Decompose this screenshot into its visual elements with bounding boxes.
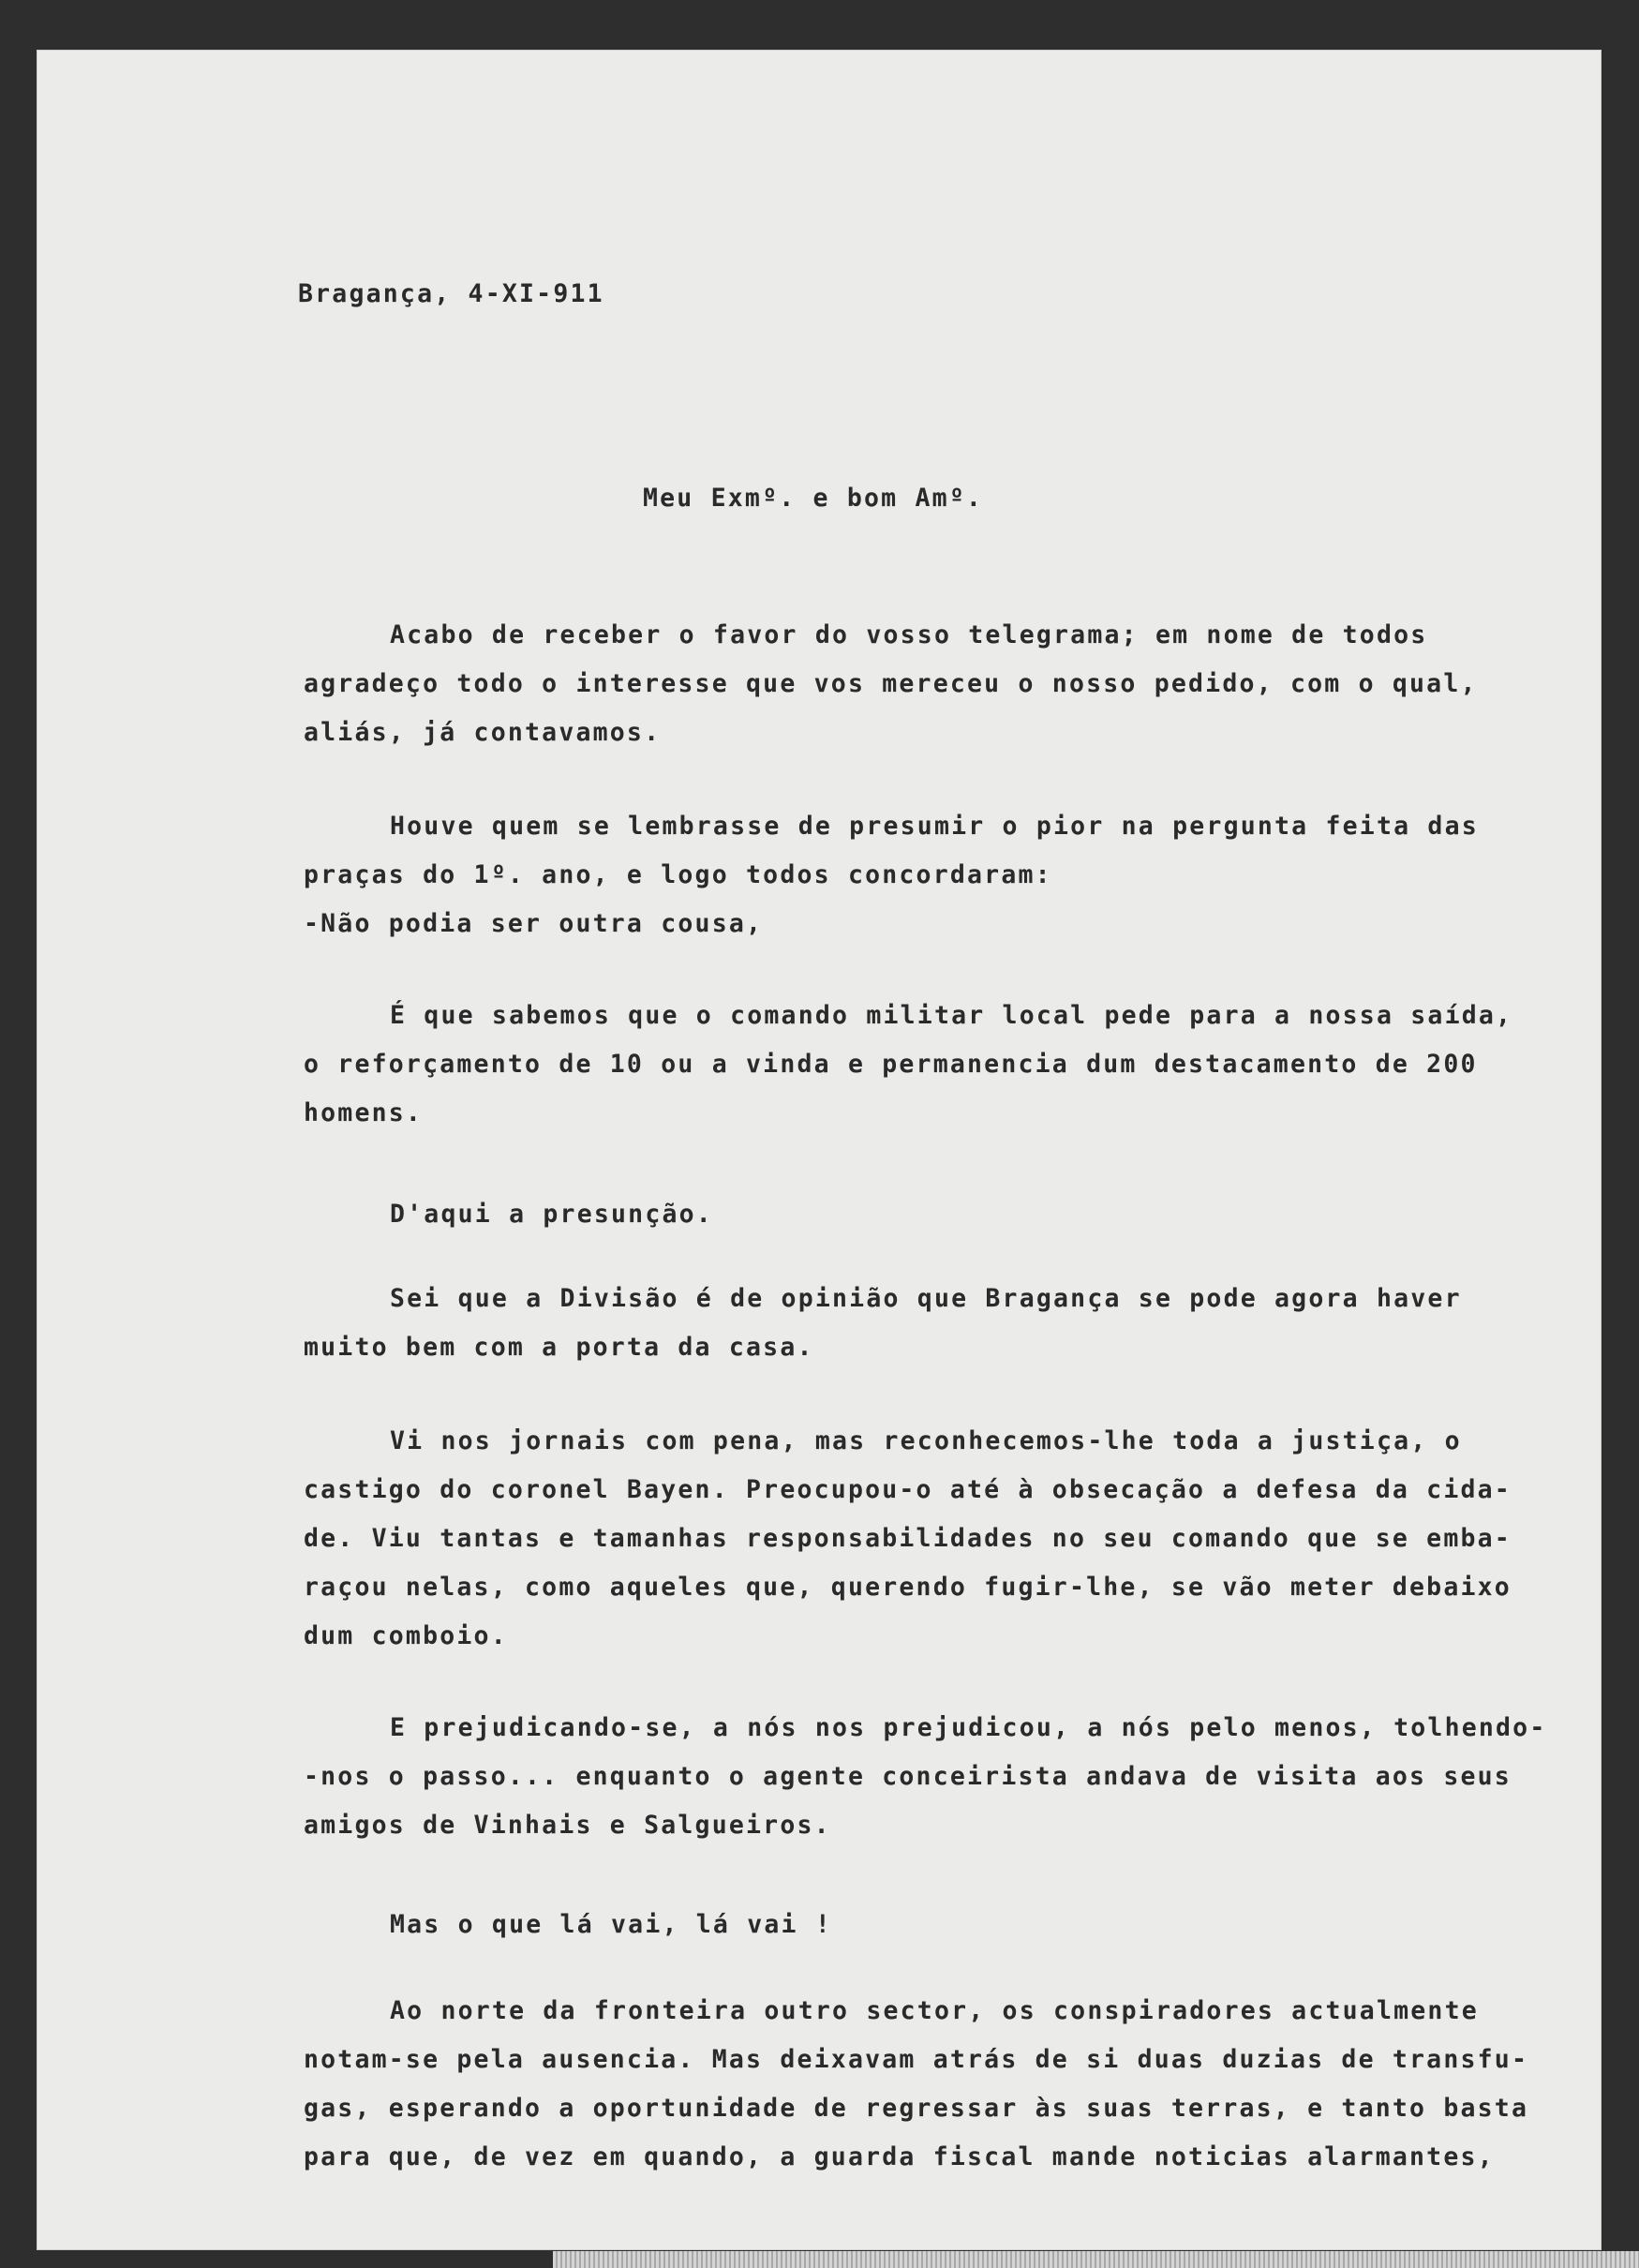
paragraph-line: D'aqui a presunção. — [390, 1200, 713, 1229]
paragraph-5 — [304, 1275, 1550, 1372]
paragraph-line: -nos o passo... enquanto o agente conceirista andava de visita aos seus — [304, 1762, 1512, 1791]
paragraph-line: praças do 1º. ano, e logo todos concordaram: — [304, 860, 1052, 889]
paragraph-line: Vi nos jornais com pena, mas reconhecemos-lhe toda a justiça, o — [390, 1426, 1462, 1455]
paragraph-3 — [304, 992, 1550, 1138]
paragraph-line: raçou nelas, como aqueles que, querendo fugir-lhe, se vão meter debaixo — [304, 1573, 1512, 1602]
scan-edge-strip — [553, 2251, 1639, 2268]
paragraph-line: Ao norte da fronteira outro sector, os conspiradores actualmente — [390, 1996, 1479, 2025]
paragraph-line: Acabo de receber o favor do vosso telegrama; em nome de todos — [390, 620, 1428, 649]
paragraph-line: É que sabemos que o comando militar local pede para a nossa saída, — [390, 1001, 1513, 1030]
paragraph-2 — [304, 802, 1550, 948]
paragraph-line: gas, esperando a oportunidade de regressar às suas terras, e tanto basta — [304, 2094, 1529, 2123]
letter-dateline: Bragança, 4-XI-911 — [298, 279, 604, 308]
letter-salutation: Meu Exmº. e bom Amº. — [643, 484, 984, 513]
paragraph-line: aliás, já contavamos. — [304, 718, 662, 747]
paragraph-line: para que, de vez em quando, a guarda fiscal mande noticias alarmantes, — [304, 2142, 1495, 2171]
paragraph-7 — [304, 1704, 1550, 1850]
paragraph-line: amigos de Vinhais e Salgueiros. — [304, 1811, 831, 1840]
paragraph-line: homens. — [304, 1098, 424, 1127]
paragraph-1 — [304, 611, 1550, 757]
paragraph-line: o reforçamento de 10 ou a vinda e permanencia dum destacamento de 200 — [304, 1050, 1478, 1079]
paragraph-line: Sei que a Divisão é de opinião que Bragança se pode agora haver — [390, 1284, 1462, 1313]
paragraph-line: -Não podia ser outra cousa, — [304, 909, 764, 938]
paragraph-line: Houve quem se lembrasse de presumir o pior na pergunta feita das — [390, 812, 1479, 841]
paragraph-9 — [304, 1987, 1550, 2182]
paragraph-line: castigo do coronel Bayen. Preocupou-o até à obsecação a defesa da cida- — [304, 1475, 1512, 1504]
paragraph-line: de. Viu tantas e tamanhas responsabilidades no seu comando que se emba- — [304, 1524, 1512, 1553]
paragraph-line: Mas o que lá vai, lá vai ! — [390, 1910, 833, 1939]
paragraph-line: agradeço todo o interesse que vos mereceu o nosso pedido, com o qual, — [304, 669, 1478, 698]
paragraph-line: dum comboio. — [304, 1621, 508, 1650]
paragraph-line: E prejudicando-se, a nós nos prejudicou, a nós pelo menos, tolhendo- — [390, 1713, 1547, 1742]
paragraph-6 — [304, 1417, 1550, 1661]
paragraph-line: notam-se pela ausencia. Mas deixavam atrás de si duas duzias de transfu- — [304, 2045, 1529, 2074]
paragraph-8 — [304, 1901, 1550, 1949]
paragraph-4 — [304, 1190, 1550, 1239]
paragraph-line: muito bem com a porta da casa. — [304, 1333, 814, 1362]
